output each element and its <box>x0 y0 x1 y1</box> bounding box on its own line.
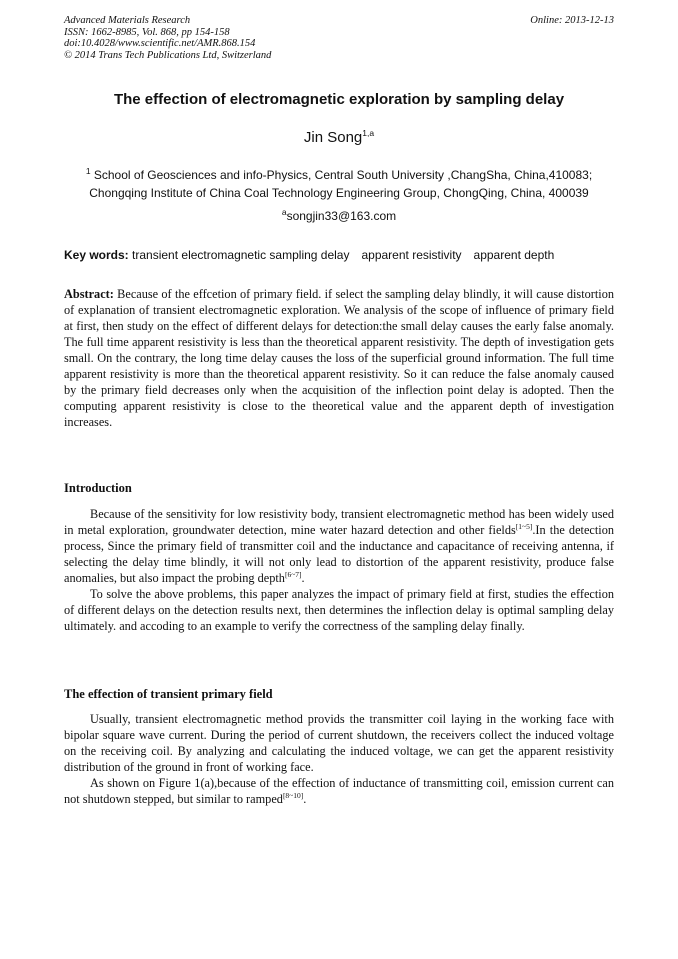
affiliation-1-sup: 1 <box>85 166 91 176</box>
section-2-heading: The effection of transient primary field <box>64 687 273 701</box>
issn-line: ISSN: 1662-8985, Vol. 868, pp 154-158 <box>64 26 230 38</box>
intro-p1-text-b: .In the detection process, Since the primary field of transmitter coil and the inductance and capacitance of receiving antenna, if selecting the delay time blindly, it will not only lead to distortion of the apparent resistivity, produce false anomalies, but also impact the probing depth <box>64 523 614 585</box>
introduction-body <box>64 506 614 634</box>
introduction-paragraph-1 <box>64 506 614 586</box>
online-date: Online: 2013-12-13 <box>530 15 614 26</box>
abstract <box>64 286 614 430</box>
email-sup: a <box>281 207 287 217</box>
abstract-text: Because of the effcetion of primary field. if select the sampling delay blindly, it will cause distortion of explanation of transient electromagnetic exploration. We analysis of the scope of influence of primary field at first, then study on the effect of different delays for detection:the small delay causes the early false anomaly. The full time apparent resistivity is less than the theoretical apparent resistivity. The depth of investigation gets small. On the contrary, the long time delay causes the loss of the superficial ground information. The full time apparent resistivity is more than the theoretical apparent resistivity. So it can reduce the false anomaly caused by the primary field decreases only when the acquisition of the inflection point delay is adopted. Then the computing apparent resistivity is close to the theoretical value and the apparent depth of investigation increases. <box>64 287 614 429</box>
section-2-paragraph-1: Usually, transient electromagnetic method provids the transmitter coil laying in the working face with bipolar square wave current. During the period of current shutdown, the receivers collect the induced voltage on the receiving coil. By analyzing and calculating the induced voltage, we can get the apparent resistivity distribution of the ground in front of working face. <box>64 712 614 774</box>
copyright-line: © 2014 Trans Tech Publications Ltd, Switzerland <box>64 49 272 61</box>
affiliation-1 <box>0 166 678 182</box>
abstract-label: Abstract: <box>64 287 114 301</box>
intro-p1-text-a: Because of the sensitivity for low resistivity body, transient electromagnetic method has been widely used in metal exploration, groundwater detection, mine water hazard detection and other fields <box>64 507 614 537</box>
sec2-p2-text-a: As shown on Figure 1(a),because of the effection of inductance of transmitting coil, emission current can not shutdown stepped, but similar to ramped <box>64 776 614 806</box>
section-2-body <box>64 711 614 807</box>
introduction-paragraph-2: To solve the above problems, this paper analyzes the impact of primary field at first, studies the effection of different delays on the detection results next, then determines the inflection delay is optimal sampling delay ultimately. and accoding to an example to verify the correctness of the sampling delay finally. <box>64 587 614 633</box>
author-email <box>0 207 678 223</box>
section-2-paragraph-2 <box>64 775 614 807</box>
sec2-p2-text-b: . <box>303 792 307 806</box>
keyword-2: apparent resistivity <box>361 248 462 262</box>
email-address: songjin33@163.com <box>286 209 397 223</box>
doi-line: doi:10.4028/www.scientific.net/AMR.868.154 <box>64 38 256 49</box>
keyword-3: apparent depth <box>473 248 555 262</box>
keywords-label: Key words: <box>64 248 129 262</box>
citation: [6~7] <box>284 569 302 579</box>
citation: [8~10] <box>282 790 304 800</box>
affiliation-1-text: School of Geosciences and info-Physics, Central South University ,ChangSha, China,410083; <box>90 168 593 182</box>
affiliation-2: Chongqing Institute of China Coal Technology Engineering Group, ChongQing, China, 400039 <box>89 186 589 200</box>
journal-header <box>64 15 271 61</box>
introduction-heading: Introduction <box>64 481 132 495</box>
journal-name: Advanced Materials Research <box>64 15 191 26</box>
keyword-1: transient electromagnetic sampling delay <box>132 248 350 262</box>
intro-p1-text-c: . <box>301 571 305 585</box>
author-line <box>0 128 678 146</box>
paper-title: The effection of electromagnetic exploration by sampling delay <box>113 91 565 108</box>
keywords <box>64 248 554 262</box>
author-name: Jin Song <box>303 129 363 146</box>
author-sup: 1,a <box>362 128 375 138</box>
citation: [1~5] <box>515 521 533 531</box>
